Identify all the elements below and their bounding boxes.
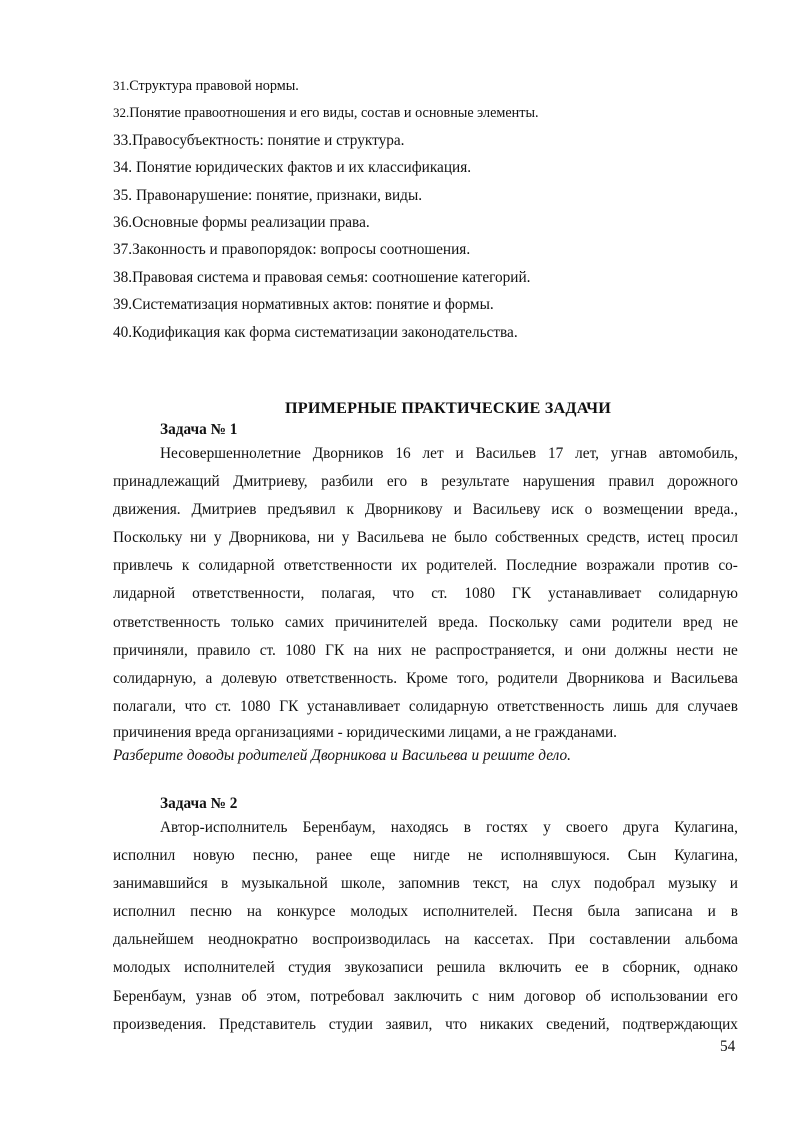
page-number: 54 (720, 1038, 736, 1055)
word: истец (647, 529, 684, 547)
word: слух (551, 875, 581, 893)
text-line (113, 496, 738, 524)
word: вреда., (694, 501, 738, 519)
list-item-number: 31. (113, 78, 130, 93)
word: устанавливает (306, 697, 401, 715)
word: Представитель (219, 1015, 317, 1033)
word: в (463, 819, 471, 836)
word: Васильева (356, 529, 425, 547)
text-line (113, 440, 738, 468)
word: 1080 (285, 641, 316, 659)
word: солидарную (658, 585, 738, 603)
list-item-text: Правонарушение: понятие, признаки, виды. (135, 186, 423, 204)
list-item-text: Систематизация нормативных актов: понятие и формы. (132, 296, 494, 314)
word: конкурсе (276, 903, 336, 921)
word: в (601, 959, 610, 977)
word: сами (569, 613, 601, 631)
word: однако (693, 959, 738, 977)
word: результате (441, 473, 510, 491)
word: и (653, 669, 662, 687)
word: Васильева (670, 669, 738, 687)
word: студии (328, 1015, 373, 1033)
word: только (231, 613, 274, 631)
text-line (113, 524, 738, 552)
word: привлечь (113, 557, 173, 575)
word: воспроизводилась (312, 931, 431, 949)
word: Кроме (406, 669, 448, 687)
word: ответственность. (286, 669, 398, 687)
word: молодых (350, 903, 409, 921)
word: ст. (259, 641, 276, 659)
word: лет (422, 445, 444, 462)
text-line (113, 468, 738, 496)
word: было (454, 529, 488, 547)
word: школе, (341, 875, 386, 893)
word: своего (565, 819, 608, 836)
word: ее (574, 959, 589, 977)
word: ГК (325, 641, 345, 659)
list-item-text: Законность и правопорядок: вопросы соотношения. (132, 241, 471, 259)
word: Песня (532, 903, 573, 921)
word: у (543, 819, 551, 836)
word: сведений, (546, 1015, 610, 1033)
word: самих (284, 613, 325, 631)
word: в (420, 473, 428, 491)
word: ответственности, (192, 585, 305, 603)
word: их (401, 557, 418, 575)
word: новую (193, 847, 235, 865)
word: 1080 (464, 585, 495, 603)
text-line (113, 954, 738, 982)
word: не (467, 847, 483, 865)
word: гостях (486, 819, 528, 836)
list-item (113, 154, 738, 181)
word: 1080 (239, 697, 271, 715)
list-item (113, 291, 738, 318)
word: полагали, (113, 697, 176, 715)
word: на (444, 931, 460, 949)
word: что (184, 697, 207, 715)
word: звукозаписи (344, 959, 424, 977)
text-line (113, 580, 738, 608)
word: против (663, 557, 710, 575)
word: Васильеву (472, 501, 541, 519)
word: в (730, 903, 738, 921)
word: угнав (610, 445, 647, 462)
list-item-text: Правовая система и правовая семья: соотношение категорий. (132, 268, 531, 286)
text-line (113, 898, 738, 926)
word: музыкальной (241, 875, 328, 893)
word: долевую (221, 669, 277, 687)
task-question: Разберите доводы родителей Дворникова и Васильева и решите дело. (113, 746, 571, 764)
word: заявил, (385, 1015, 433, 1033)
list-item-text: Понятие юридических фактов и их классификация. (135, 159, 472, 177)
word: текст, (473, 875, 510, 893)
word: подобрал (594, 875, 655, 893)
word: лидарной (113, 585, 176, 603)
word: альбома (684, 931, 738, 949)
word: дорожного (667, 473, 738, 491)
list-item-text: Правосубъектность: понятие и структура. (132, 131, 405, 149)
word: ст. (215, 697, 232, 715)
word: ответственность (113, 613, 221, 631)
list-item (113, 99, 738, 126)
word: ним (488, 987, 515, 1005)
word: друга (623, 819, 660, 836)
word: что (445, 1015, 467, 1033)
word: Дворникова, (229, 529, 311, 547)
task-2 (113, 794, 738, 1039)
list-item (113, 182, 738, 209)
word: солидарную (408, 697, 489, 715)
word: подтверждающих (622, 1015, 738, 1033)
word: а (205, 669, 213, 687)
text-line (113, 842, 738, 870)
word: лет, (575, 445, 599, 462)
word: сборник, (622, 959, 681, 977)
word: родители (497, 669, 558, 687)
text-line (113, 609, 738, 637)
list-item-text: Кодификация как форма систематизации законодательства. (132, 323, 518, 341)
word: запомнив (398, 875, 460, 893)
list-item-text: Структура правовой нормы. (129, 78, 299, 94)
question-list (113, 72, 738, 346)
word: распространяется, (435, 641, 556, 659)
list-item-number: 33. (113, 131, 133, 149)
word: занимавшийся (113, 875, 208, 893)
word: исполнителей. (423, 903, 518, 921)
word: что (392, 585, 415, 603)
list-item (113, 127, 738, 154)
word: решила (436, 959, 486, 977)
word: нигде (413, 847, 450, 865)
word: иск (551, 501, 574, 519)
word: правил (608, 473, 655, 491)
word: была (587, 903, 621, 921)
word: исполнил (113, 847, 176, 865)
word: не (722, 641, 738, 659)
word: кассетах. (474, 931, 534, 949)
word: у (213, 529, 222, 547)
list-item-text: Основные формы реализации права. (132, 213, 370, 231)
word: Кулагина, (674, 847, 738, 865)
word: произведения. (113, 1015, 207, 1033)
list-item-number: 40. (113, 323, 133, 341)
word: исполнил (113, 903, 176, 921)
word: нести (676, 641, 714, 659)
word: причинителей (334, 613, 428, 631)
list-item (113, 236, 738, 263)
word: дальнейшем (113, 931, 194, 949)
word: его (386, 473, 408, 491)
section-title: ПРИМЕРНЫЕ ПРАКТИЧЕСКИЕ ЗАДАЧИ (285, 399, 611, 417)
list-item-number: 32. (113, 105, 130, 121)
word: этом, (266, 987, 301, 1005)
list-item (113, 209, 738, 236)
word: Беренбаум, (113, 987, 186, 1005)
word: Васильев (475, 445, 537, 462)
word: и (453, 501, 462, 519)
word: использовании (610, 987, 708, 1005)
word: со- (718, 557, 738, 575)
word: средств, (586, 529, 640, 547)
text-line: причинения вреда организациями - юридическими лицами, а не гражданами. (113, 723, 617, 741)
word: и (707, 903, 716, 921)
word: Дворникову (364, 501, 443, 519)
word: и (455, 445, 464, 462)
word: При (548, 931, 575, 949)
word: и (729, 875, 738, 893)
word: автомобиль, (658, 445, 738, 462)
text-line (113, 637, 738, 665)
word: музыку (668, 875, 717, 893)
word: Автор-исполнитель (160, 819, 288, 836)
word: Беренбаум, (302, 819, 376, 836)
word: 16 (395, 445, 411, 462)
word: они (581, 641, 606, 659)
word: Последние (506, 557, 578, 575)
list-item-number: 37. (113, 241, 133, 259)
word: ответственность (497, 697, 605, 715)
word: Дмитриев (191, 501, 257, 519)
text-line (113, 552, 738, 580)
word: его (717, 987, 738, 1005)
word: Кулагина, (674, 819, 738, 836)
word: случаев (687, 697, 738, 715)
word: в (220, 875, 229, 893)
word: устанавливает (548, 585, 642, 603)
word: лишь (612, 697, 648, 715)
word: с (471, 987, 479, 1005)
text-line (113, 1011, 738, 1039)
word: вреда. (438, 613, 479, 631)
word: ни (317, 529, 335, 547)
word: нарушения (522, 473, 595, 491)
word: неоднократно (208, 931, 298, 949)
word: находясь (390, 819, 449, 836)
word: ст. (431, 585, 448, 603)
word: записана (634, 903, 693, 921)
word: родителей. (426, 557, 497, 575)
word: потребовал (310, 987, 385, 1005)
list-item-number: 34. (113, 159, 136, 177)
list-item-number: 38. (113, 268, 133, 286)
word: на (353, 641, 369, 659)
word: разбили (321, 473, 374, 491)
word: песню (190, 903, 232, 921)
word: договор (524, 987, 576, 1005)
text-line (113, 814, 738, 842)
word: Дмитриеву, (233, 473, 308, 491)
word: заключить (393, 987, 463, 1005)
word: ГК (279, 697, 299, 715)
word: правило (197, 641, 251, 659)
word: студия (288, 959, 332, 977)
word: не (723, 613, 738, 631)
word: Поскольку (113, 529, 183, 547)
task-heading: Задача № 1 (160, 421, 238, 438)
word: и (564, 641, 573, 659)
word: ранее (316, 847, 353, 865)
word: составлении (589, 931, 671, 949)
word: возмещении (603, 501, 684, 519)
list-item (113, 264, 738, 291)
list-item-number: 36. (113, 213, 133, 231)
word: к (346, 501, 354, 519)
word: движения. (113, 501, 181, 519)
word: солидарную, (113, 669, 197, 687)
task-body (113, 814, 738, 1039)
word: ГК (512, 585, 532, 603)
word: ни (189, 529, 207, 547)
word: у (341, 529, 350, 547)
word: родители (611, 613, 672, 631)
word: никаких (479, 1015, 534, 1033)
word: Дворников (312, 445, 384, 462)
word: принадлежащий (113, 473, 220, 491)
word: Поскольку (488, 613, 559, 631)
text-line (113, 693, 738, 721)
text-line (113, 926, 738, 954)
word: об (241, 987, 257, 1005)
word: не (411, 641, 427, 659)
word: собственных (494, 529, 579, 547)
word: должны (615, 641, 668, 659)
text-line (113, 983, 738, 1011)
word: для (656, 697, 679, 715)
word: песню, (252, 847, 299, 865)
word: возражали (586, 557, 655, 575)
word: не (431, 529, 447, 547)
word: вред (682, 613, 713, 631)
word: на (246, 903, 262, 921)
word: полагая, (321, 585, 376, 603)
list-item-number: 39. (113, 296, 133, 314)
word: того, (457, 669, 489, 687)
word: 17 (547, 445, 564, 462)
list-item-number: 35. (113, 186, 136, 204)
word: о (584, 501, 593, 519)
word: просил (691, 529, 738, 547)
list-item-text: Понятие правоотношения и его виды, состав и основные элементы. (129, 105, 539, 122)
word: исполнителей (184, 959, 275, 977)
text-line (113, 665, 738, 693)
word: об (585, 987, 601, 1005)
word: предъявил (267, 501, 336, 519)
task-body (113, 440, 738, 767)
word: узнав (195, 987, 232, 1005)
word: Несовершеннолетние (160, 445, 301, 462)
word: исполнявшуюся. (500, 847, 610, 865)
word: причиняли, (113, 641, 188, 659)
task-heading: Задача № 2 (160, 795, 238, 812)
word: Дворникова (566, 669, 645, 687)
word: солидарной (198, 557, 275, 575)
word: еще (370, 847, 396, 865)
word: ответственности (283, 557, 393, 575)
word: них (377, 641, 402, 659)
word: к (181, 557, 190, 575)
word: на (522, 875, 538, 893)
word: молодых (113, 959, 171, 977)
text-line (113, 870, 738, 898)
task-1 (113, 420, 738, 767)
word: включить (498, 959, 562, 977)
list-item (113, 72, 738, 99)
list-item (113, 319, 738, 346)
word: Сын (627, 847, 657, 865)
